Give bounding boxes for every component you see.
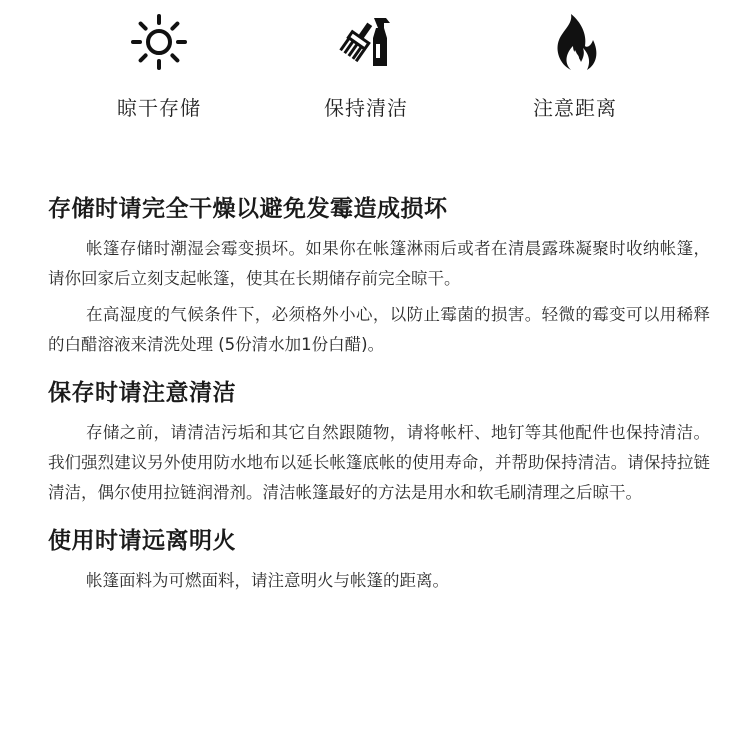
paragraph: 帐篷面料为可燃面料，请注意明火与帐篷的距离。	[86, 571, 449, 590]
feature-keep-distance	[485, 10, 665, 122]
feature-keep-clean	[276, 10, 456, 122]
paragraph: 帐篷存储时潮湿会霉变损坏。如果你在帐篷淋雨后或者在清晨露珠凝聚时收纳帐篷，请你回家后立刻支起帐篷，使其在长期储存前完全晾干。	[48, 239, 710, 288]
sun-icon	[127, 10, 191, 74]
care-instructions	[48, 190, 710, 596]
feature-dry-storage	[69, 10, 249, 122]
feature-label: 保持清洁	[324, 96, 408, 120]
cleaning-brush-spray-icon	[334, 10, 398, 74]
section-title-keep-clean: 保存时请注意清洁	[48, 380, 236, 406]
feature-icon-row	[0, 0, 750, 140]
paragraph: 在高湿度的气候条件下，必须格外小心，以防止霉菌的损害。轻微的霉变可以用稀释的白醋溶液来清洗处理 (5份清水加1份白醋)。	[48, 305, 710, 354]
section-title-keep-distance: 使用时请远离明火	[48, 528, 236, 554]
section-title-dry-storage: 存储时请完全干燥以避免发霉造成损坏	[48, 196, 448, 222]
paragraph: 存储之前，请清洁污垢和其它自然跟随物，请将帐杆、地钉等其他配件也保持清洁。我们强烈建议另外使用防水地布以延长帐篷底帐的使用寿命，并帮助保持清洁。请保持拉链清洁，偶尔使用拉链润滑剂。清洁帐篷最好的方法是用水和软毛刷清理之后晾干。	[48, 423, 710, 502]
feature-label: 注意距离	[533, 96, 617, 120]
feature-label: 晾干存储	[117, 96, 201, 120]
flame-icon	[543, 10, 607, 74]
